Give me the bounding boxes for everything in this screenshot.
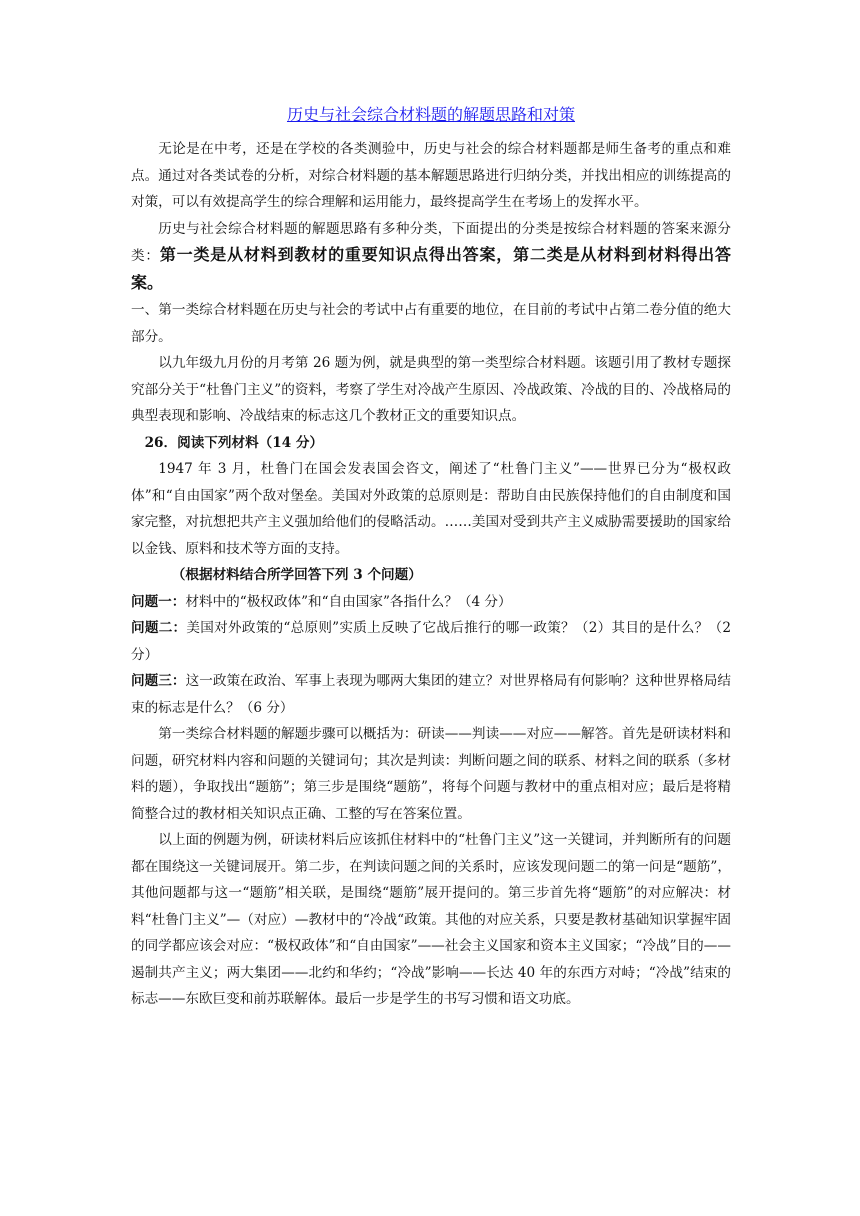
question-two [131, 615, 731, 668]
classification-bold: 第一类是从材料到教材的重要知识点得出答案，第二类是从材料到材料得出答案。 [131, 245, 731, 292]
question-two-text: 美国对外政策的“总原则”实质上反映了它战后推行的哪一政策？（2）其目的是什么？（2 分） [131, 620, 731, 663]
question-three-text: 这一政策在政治、军事上表现为哪两大集团的建立？对世界格局有何影响？这种世界格局结束的标志是什么？（6 分） [131, 673, 732, 716]
material-paragraph: 1947 年 3 月，杜鲁门在国会发表国会咨文，阐述了“杜鲁门主义”——世界已分为“极权政体”和“自由国家”两个敌对堡垒。美国对外政策的总原则是：帮助自由民族保持他们的自由制度和国家完整，对抗想把共产主义强加给他们的侵略活动。……美国对受到共产主义威胁需要援助的国家给以金钱、原料和技术等方面的支持。 [131, 461, 731, 557]
question-one [131, 589, 731, 616]
instruction-line: （根据材料结合所学回答下列 3 个问题） [171, 567, 422, 583]
section-one-heading: 一、第一类综合材料题在历史与社会的考试中占有重要的地位，在目前的考试中占第二卷分值的绝大部分。 [131, 302, 731, 345]
classification-lead: 历史与社会综合材料题的解题思路有多种分类，下面提出的分类是按综合材料题的答案来源分类： [131, 220, 731, 264]
question-one-label: 问题一： [131, 593, 186, 610]
document-body [131, 102, 731, 1013]
question-three [131, 668, 731, 721]
analysis-paragraph: 以上面的例题为例，研读材料后应该抓住材料中的“杜鲁门主义”这一关键词，并判断所有的问题都在围绕这一关键词展开。第二步，在判读问题之间的关系时，应该发现问题二的第一问是“题筋”，其他问题都与这一“题筋”相关联，是围绕“题筋”展开提问的。第三步首先将“题筋”的对应解决：材料“杜鲁门主义”—（对应）—教材中的“冷战“政策。其他的对应关系，只要是教材基础知识掌握牢固的同学都应该会对应：“极权政体”和“自由国家”——社会主义国家和资本主义国家；“冷战”目的——遏制共产主义；两大集团——北约和华约；“冷战”影响——长达 40 年的东西方对峙；“冷战”结束的标志——东欧巨变和前苏联解体。最后一步是学生的书写习惯和语文功底。 [131, 832, 731, 1007]
steps-paragraph: 第一类综合材料题的解题步骤可以概括为：研读——判读——对应——解答。首先是研读材料和问题，研究材料内容和问题的关键词句；其次是判读：判断问题之间的联系、材料之间的联系（多材料的题），争取找出“题筋”；第三步是围绕“题筋”，将每个问题与教材中的重点相对应；最后是将精简整合过的教材相关知识点正确、工整的写在答案位置。 [131, 726, 731, 822]
question-three-label: 问题三： [131, 673, 186, 689]
intro-paragraph: 无论是在中考，还是在学校的各类测验中，历史与社会的综合材料题都是师生备考的重点和难点。通过对各类试卷的分析，对综合材料题的基本解题思路进行归纳分类，并找出相应的训练提高的对策，可以有效提高学生的综合理解和运用能力，最终提高学生在考场上的发挥水平。 [131, 141, 731, 210]
classification-paragraph [131, 216, 731, 298]
example-intro-paragraph: 以九年级九月份的月考第 26 题为例，就是典型的第一类型综合材料题。该题引用了教材专题探究部分关于“杜鲁门主义”的资料，考察了学生对冷战产生原因、冷战政策、冷战的目的、冷战格局的典型表现和影响、冷战结束的标志这几个教材正文的重要知识点。 [131, 355, 731, 424]
question-one-text: 材料中的“极权政体”和“自由国家”各指什么？（4 分） [185, 593, 512, 610]
document-title: 历史与社会综合材料题的解题思路和对策 [286, 105, 575, 124]
question-two-label: 问题二： [131, 620, 187, 636]
question-header: 26．阅读下列材料（14 分） [144, 434, 324, 451]
